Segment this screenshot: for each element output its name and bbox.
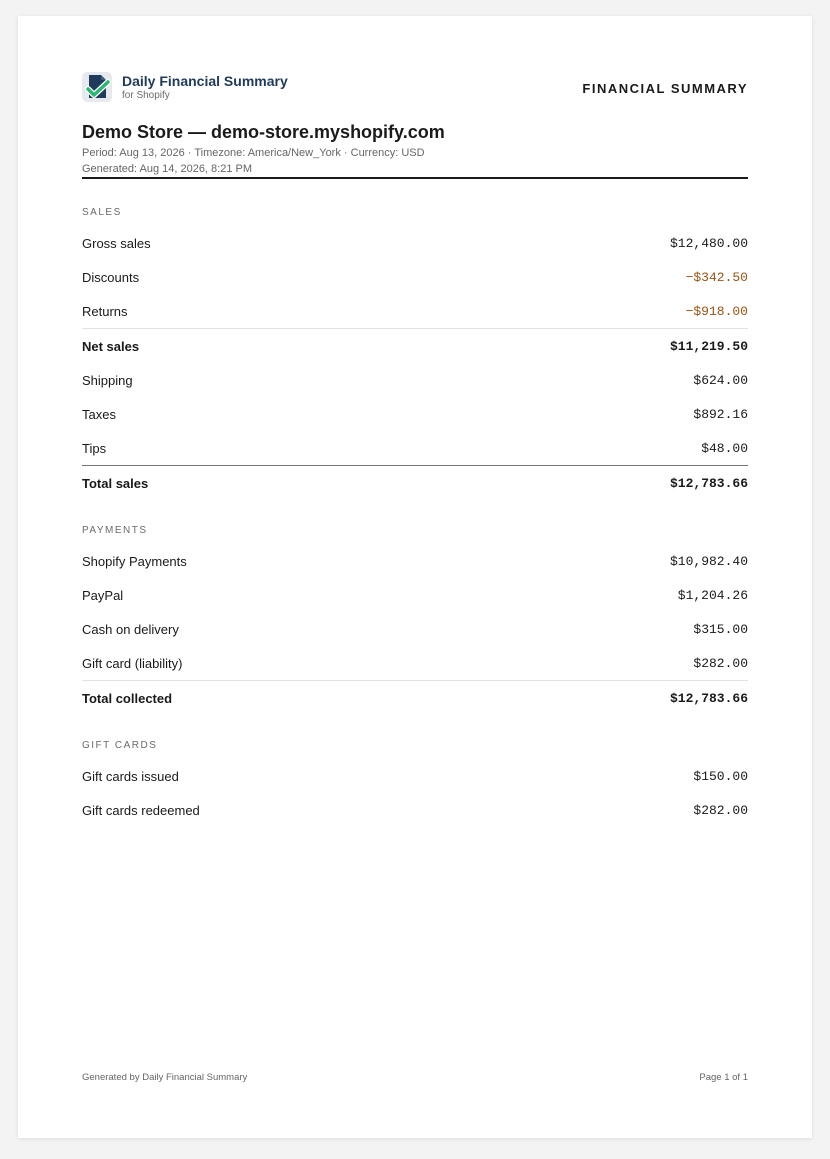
row-label: Total sales — [82, 475, 149, 491]
report-period: Period: Aug 13, 2026 · Timezone: America/New_York · Currency: USD — [82, 147, 425, 159]
row-label: PayPal — [82, 587, 124, 603]
row-amount: −$342.50 — [685, 269, 748, 285]
row-amount: $10,982.40 — [669, 553, 748, 569]
row-amount: $282.00 — [693, 802, 748, 818]
row-label: Gift card (liability) — [82, 655, 183, 671]
section-title-sales: SALES — [82, 207, 122, 218]
row-label: Returns — [82, 303, 128, 319]
payments-table — [82, 544, 748, 715]
report-page — [18, 16, 812, 1138]
table-row — [82, 578, 748, 612]
row-label: Gift cards issued — [82, 768, 179, 784]
row-amount: $315.00 — [693, 621, 748, 637]
row-label: Total collected — [82, 690, 173, 706]
document-check-icon — [82, 72, 112, 102]
table-row — [82, 294, 748, 328]
row-amount: $12,480.00 — [669, 235, 748, 251]
table-row — [82, 793, 748, 827]
table-row — [82, 431, 748, 465]
row-amount: $150.00 — [693, 768, 748, 784]
total-row — [82, 680, 748, 715]
row-amount: $624.00 — [693, 372, 748, 388]
report-generated: Generated: Aug 14, 2026, 8:21 PM — [82, 163, 253, 175]
row-label: Discounts — [82, 269, 140, 285]
table-row — [82, 260, 748, 294]
subtotal-row — [82, 328, 748, 363]
row-label: Shopify Payments — [82, 553, 187, 569]
row-amount: $11,219.50 — [669, 338, 748, 354]
row-label: Gross sales — [82, 235, 151, 251]
brand — [82, 72, 288, 102]
table-row — [82, 759, 748, 793]
table-row — [82, 226, 748, 260]
row-label: Shipping — [82, 372, 133, 388]
table-row — [82, 363, 748, 397]
table-row — [82, 397, 748, 431]
total-row — [82, 465, 748, 500]
row-label: Taxes — [82, 406, 116, 422]
row-amount: −$918.00 — [685, 303, 748, 319]
page-number: Page 1 of 1 — [699, 1072, 748, 1083]
row-label: Net sales — [82, 338, 140, 354]
row-label: Cash on delivery — [82, 621, 179, 637]
row-amount: $12,783.66 — [669, 475, 748, 491]
table-row — [82, 646, 748, 680]
brand-name: Daily Financial Summary — [122, 72, 288, 89]
report-content — [82, 72, 748, 827]
table-row — [82, 612, 748, 646]
row-label: Tips — [82, 440, 107, 456]
section-title-payments: PAYMENTS — [82, 525, 148, 536]
brand-subtitle: for Shopify — [122, 89, 170, 101]
report-footer — [82, 1072, 748, 1083]
footer-generated-by: Generated by Daily Financial Summary — [82, 1072, 248, 1083]
section-title-gift-cards: GIFT CARDS — [82, 740, 158, 751]
table-row — [82, 544, 748, 578]
row-amount: $1,204.26 — [677, 587, 748, 603]
gift-cards-table — [82, 759, 748, 827]
row-amount: $282.00 — [693, 655, 748, 671]
header-divider — [82, 177, 748, 179]
row-amount: $12,783.66 — [669, 690, 748, 706]
store-title: Demo Store — demo-store.myshopify.com — [82, 122, 445, 142]
brand-text — [122, 73, 288, 102]
row-amount: $892.16 — [693, 406, 748, 422]
sales-table — [82, 226, 748, 500]
document-label: FINANCIAL SUMMARY — [582, 81, 748, 96]
row-label: Gift cards redeemed — [82, 802, 200, 818]
report-header — [82, 72, 748, 106]
row-amount: $48.00 — [701, 440, 748, 456]
